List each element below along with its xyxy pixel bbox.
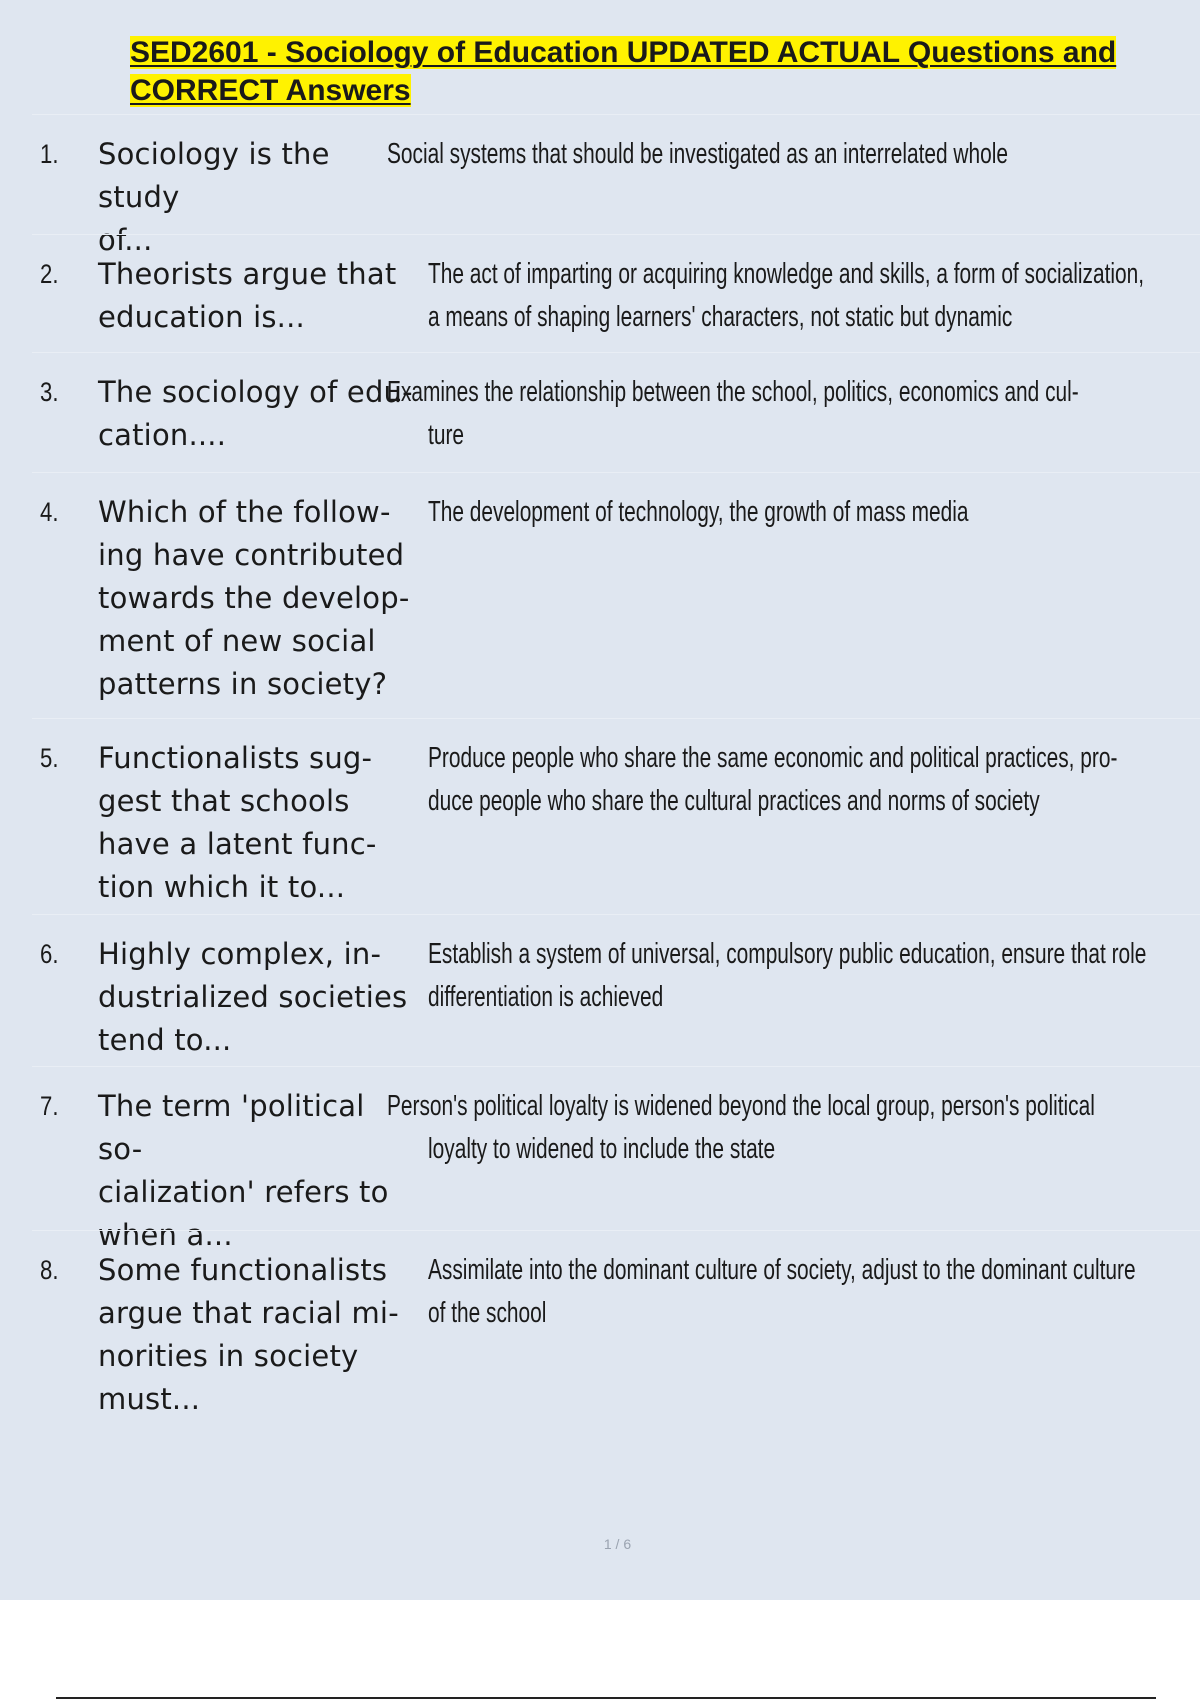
question-text bbox=[98, 371, 418, 457]
answer-text bbox=[428, 737, 1191, 823]
answer-line: loyalty to widened to include the state bbox=[428, 1133, 776, 1165]
question-line: towards the develop- bbox=[98, 581, 410, 615]
question-line: must... bbox=[98, 1382, 201, 1416]
question-line: when a... bbox=[98, 1218, 233, 1252]
answer-line: The act of imparting or acquiring knowledge and skills, a form of socialization, bbox=[428, 258, 1145, 290]
question-line: dustrialized societies bbox=[98, 980, 408, 1014]
question-line: ment of new social bbox=[98, 624, 376, 658]
qa-row bbox=[32, 114, 1200, 257]
answer-line: Person's political loyalty is widened beyond the local group, person's political bbox=[387, 1090, 1095, 1122]
answer-line: ture bbox=[428, 419, 465, 451]
qa-row bbox=[32, 352, 1200, 473]
answer-line: Examines the relationship between the school, politics, economics and cul- bbox=[387, 376, 1079, 408]
item-number: 1. bbox=[40, 139, 59, 169]
item-number: 6. bbox=[40, 939, 59, 969]
qa-row bbox=[32, 1230, 1200, 1441]
answer-text bbox=[428, 253, 1191, 339]
question-line: Highly complex, in- bbox=[98, 937, 382, 971]
question-line: cialization' refers to bbox=[98, 1175, 389, 1209]
question-line: of... bbox=[98, 223, 153, 257]
question-line: tend to... bbox=[98, 1023, 232, 1057]
bottom-rule bbox=[56, 1697, 1156, 1699]
question-text bbox=[98, 1249, 418, 1421]
qa-row bbox=[32, 718, 1200, 915]
qa-row bbox=[32, 472, 1200, 719]
answer-text bbox=[387, 371, 1150, 457]
item-number: 5. bbox=[40, 743, 59, 773]
question-line: The sociology of edu- bbox=[98, 375, 413, 409]
answer-line: duce people who share the cultural practices and norms of society bbox=[428, 785, 1040, 817]
question-line: have a latent func- bbox=[98, 827, 377, 861]
qa-row bbox=[32, 234, 1200, 353]
answer-line: The development of technology, the growth of mass media bbox=[428, 496, 969, 528]
item-number: 2. bbox=[40, 259, 59, 289]
answer-line: Assimilate into the dominant culture of society, adjust to the dominant culture bbox=[428, 1254, 1136, 1286]
answer-line: Social systems that should be investigated as an interrelated whole bbox=[387, 138, 1008, 170]
qa-row bbox=[32, 914, 1200, 1067]
document-title-text: SED2601 - Sociology of Education UPDATED ACTUAL Questions and CORRECT Answers bbox=[130, 36, 1117, 107]
question-line: tion which it to... bbox=[98, 870, 346, 904]
qa-row bbox=[32, 1066, 1200, 1252]
question-line: Some functionalists bbox=[98, 1253, 388, 1287]
answer-text bbox=[428, 933, 1191, 1019]
answer-text bbox=[428, 491, 1191, 534]
question-line: Theorists argue that bbox=[98, 257, 397, 291]
question-line: Functionalists sug- bbox=[98, 741, 373, 775]
question-line: norities in society bbox=[98, 1339, 359, 1373]
question-line: ing have contributed bbox=[98, 538, 405, 572]
answer-text bbox=[387, 133, 1150, 176]
answer-line: a means of shaping learners' characters, not static but dynamic bbox=[428, 301, 1013, 333]
page-number: 1 / 6 bbox=[603, 1536, 632, 1552]
answer-line: Produce people who share the same economic and political practices, pro- bbox=[428, 742, 1118, 774]
question-line: Which of the follow- bbox=[98, 495, 391, 529]
answer-text bbox=[387, 1085, 1150, 1171]
answer-line: Establish a system of universal, compulsory public education, ensure that role bbox=[428, 938, 1147, 970]
question-line: The term 'political so- bbox=[98, 1089, 365, 1166]
item-number: 7. bbox=[40, 1091, 59, 1121]
answer-line: of the school bbox=[428, 1297, 547, 1329]
item-number: 8. bbox=[40, 1255, 59, 1285]
question-line: education is... bbox=[98, 300, 305, 334]
question-line: argue that racial mi- bbox=[98, 1296, 399, 1330]
question-line: gest that schools bbox=[98, 784, 350, 818]
item-number: 4. bbox=[40, 497, 59, 527]
item-number: 3. bbox=[40, 377, 59, 407]
answer-line: differentiation is achieved bbox=[428, 981, 664, 1013]
document-title bbox=[130, 34, 1150, 110]
answer-text bbox=[428, 1249, 1191, 1335]
question-text bbox=[98, 491, 418, 706]
question-text bbox=[98, 737, 418, 909]
question-line: Sociology is the study bbox=[98, 137, 330, 214]
question-line: patterns in society? bbox=[98, 667, 388, 701]
question-line: cation.... bbox=[98, 418, 227, 452]
question-text bbox=[98, 253, 418, 339]
question-text bbox=[98, 933, 418, 1062]
